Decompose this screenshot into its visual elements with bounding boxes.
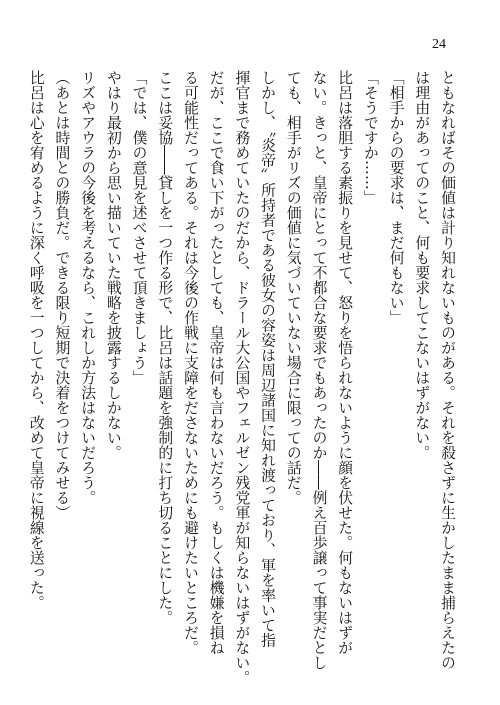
text-line-2: は理由があってのこと、何も要求してこないはずがない。	[413, 70, 431, 460]
text-line-3: 「相手からの要求は、まだ何もない」	[387, 70, 405, 325]
text-line-13: 「では、僕の意見を述べさせて頂きましょう」	[130, 70, 148, 385]
page-number: 24	[432, 37, 446, 52]
text-line-4: 「そうですか……」	[361, 70, 379, 205]
text-line-12: ここは妥協――貸しを一つ作る形で、比呂は話題を強制的に打ち切ることにした。	[156, 70, 174, 625]
text-line-11: る可能性だってある。それは今後の作戦に支障をださないためにも避けたいところだ。	[181, 70, 199, 655]
text-line-5: 比呂は落胆する素振りを見せて、怒りを悟られないように顔を伏せた。何もないはずが	[336, 70, 354, 655]
body-text	[23, 70, 460, 685]
text-line-1: ともなればその価値は計り知れないものがある。それを殺さずに生かしたまま捕らえたの	[439, 70, 456, 670]
text-line-17: 比呂は心を宥めるように深く呼吸を一つしてから、改めて皇帝に視線を送った。	[27, 70, 45, 610]
text-line-16: （あとは時間との勝負だ。できる限り短期で決着をつけてみせる）	[53, 70, 71, 520]
text-line-10: だが、ここで食い下がったとしても、皇帝は何も言わないだろう。もしくは機嫌を損ね	[207, 70, 225, 655]
text-line-7: ても、相手がリズの価値に気づいていない場合に限っての話だ。	[284, 70, 302, 505]
text-line-6: ない。きっと、皇帝にとって不都合な要求でもあったのか――例え百歩譲って事実だとし	[310, 70, 328, 670]
text-line-14: やはり最初から思い描いていた戦略を披露するしかない。	[104, 70, 122, 460]
text-line-15: リズやアウラの今後を考えるなら、これしか方法はないだろう。	[79, 70, 97, 505]
text-line-8: しかし、〝炎帝〟所持者である彼女の容姿は周辺諸国に知れ渡っており、軍を率いて指	[259, 70, 277, 648]
text-line-9: 揮官まで務めていたのだから、ドラール大公国やフェルゼン残党軍が知らないはずがない。	[233, 70, 251, 685]
